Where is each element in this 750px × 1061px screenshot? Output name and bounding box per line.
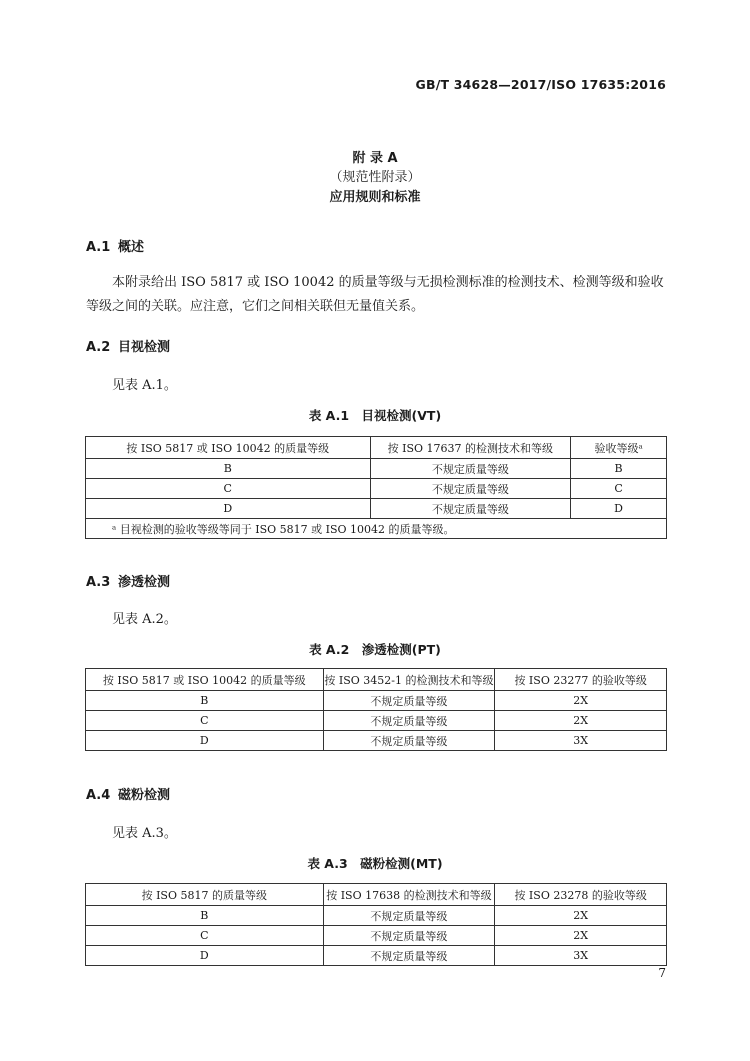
table-row: [86, 691, 667, 711]
section-number: A.3: [86, 575, 111, 590]
page-number: 7: [658, 966, 666, 980]
table-cell: 3X: [495, 731, 667, 751]
table-cell: 不规定质量等级: [370, 499, 571, 519]
table-cell: 不规定质量等级: [323, 711, 495, 731]
table-cell: B: [86, 906, 324, 926]
column-header: 验收等级ᵃ: [571, 437, 667, 459]
section-number: A.2: [86, 340, 111, 355]
column-header: 按 ISO 23277 的验收等级: [495, 669, 667, 691]
table-cell: 3X: [495, 946, 667, 966]
annex-heading: 应用规则和标准: [329, 190, 421, 205]
table-cell: 2X: [495, 926, 667, 946]
section-a2-reference: 见表 A.1。: [112, 378, 177, 393]
table-a3-caption: 表 A.3 磁粉检测(MT): [307, 856, 443, 871]
table-header-row: [86, 437, 667, 459]
table-footnote: ᵃ 目视检测的验收等级等同于 ISO 5817 或 ISO 10042 的质量等级。: [86, 519, 667, 539]
table-cell: D: [86, 731, 324, 751]
table-cell: C: [86, 711, 324, 731]
table-header-row: [86, 884, 667, 906]
section-number: A.1: [86, 240, 111, 255]
table-row: [86, 926, 667, 946]
table-a1: [85, 436, 667, 539]
table-cell: 不规定质量等级: [323, 691, 495, 711]
table-row: [86, 711, 667, 731]
section-a3-heading: [86, 571, 170, 590]
table-row: [86, 459, 667, 479]
standard-number: GB/T 34628—2017/ISO 17635:2016: [415, 77, 666, 92]
column-header: 按 ISO 5817 或 ISO 10042 的质量等级: [86, 669, 324, 691]
table-a2-caption: 表 A.2 渗透检测(PT): [309, 642, 441, 657]
table-cell: 不规定质量等级: [323, 926, 495, 946]
table-note-row: [86, 519, 667, 539]
section-a1-text: 本附录给出 ISO 5817 或 ISO 10042 的质量等级与无损检测标准的检测技术、检测等级和验收等级之间的关联。应注意，它们之间相关联但无量值关系。: [86, 275, 664, 314]
table-cell: B: [86, 459, 371, 479]
column-header: 按 ISO 17637 的检测技术和等级: [370, 437, 571, 459]
section-title: 渗透检测: [118, 575, 171, 590]
table-a1-caption: 表 A.1 目视检测(VT): [308, 408, 442, 423]
column-header: 按 ISO 5817 或 ISO 10042 的质量等级: [86, 437, 371, 459]
table-cell: C: [86, 926, 324, 946]
table-cell: 不规定质量等级: [370, 459, 571, 479]
table-cell: 2X: [495, 906, 667, 926]
section-a2-heading: [86, 336, 170, 355]
annex-title: 附 录 A: [352, 151, 398, 166]
table-cell: 2X: [495, 711, 667, 731]
column-header: 按 ISO 5817 的质量等级: [86, 884, 324, 906]
section-a3-reference: 见表 A.2。: [112, 612, 177, 627]
section-title: 磁粉检测: [118, 788, 171, 803]
section-title: 目视检测: [118, 340, 171, 355]
table-a3: [85, 883, 667, 966]
table-cell: D: [86, 946, 324, 966]
table-row: [86, 946, 667, 966]
table-row: [86, 906, 667, 926]
table-cell: B: [571, 459, 667, 479]
table-row: [86, 731, 667, 751]
table-cell: 2X: [495, 691, 667, 711]
section-a4-heading: [86, 784, 170, 803]
table-row: [86, 499, 667, 519]
table-row: [86, 479, 667, 499]
section-number: A.4: [86, 788, 111, 803]
column-header: 按 ISO 23278 的验收等级: [495, 884, 667, 906]
column-header: 按 ISO 3452-1 的检测技术和等级: [323, 669, 495, 691]
column-header: 按 ISO 17638 的检测技术和等级: [323, 884, 495, 906]
table-cell: D: [86, 499, 371, 519]
table-a2: [85, 668, 667, 751]
table-cell: 不规定质量等级: [323, 731, 495, 751]
table-cell: D: [571, 499, 667, 519]
table-cell: 不规定质量等级: [323, 906, 495, 926]
section-a4-reference: 见表 A.3。: [112, 826, 177, 841]
table-cell: 不规定质量等级: [370, 479, 571, 499]
table-header-row: [86, 669, 667, 691]
table-cell: B: [86, 691, 324, 711]
table-cell: 不规定质量等级: [323, 946, 495, 966]
table-cell: C: [86, 479, 371, 499]
section-title: 概述: [118, 240, 145, 255]
annex-subtitle: （规范性附录）: [329, 170, 421, 185]
table-cell: C: [571, 479, 667, 499]
section-a1-heading: [86, 236, 144, 255]
